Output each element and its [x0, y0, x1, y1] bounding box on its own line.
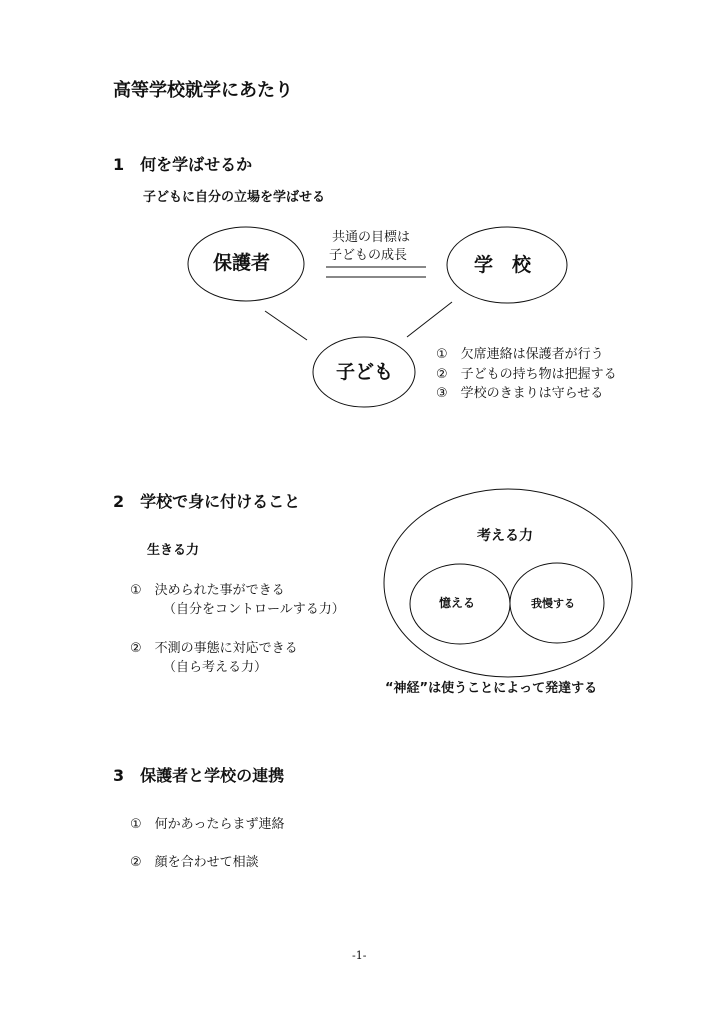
child-label: 子ども [336, 361, 394, 383]
page-number: -1- [352, 949, 367, 962]
page-title: 高等学校就学にあたり [113, 80, 293, 101]
cooperation-item: ① 何かあったらまず連絡 [130, 817, 285, 832]
thinking-power-circle [384, 489, 632, 677]
cooperation-item: ② 顔を合わせて相談 [130, 855, 259, 870]
rule-item: ② 子どもの持ち物は把握する [436, 367, 617, 382]
skill-item: ① 決められた事ができる [130, 583, 285, 598]
skill-item: ② 不測の事態に対応できる [130, 641, 298, 656]
endure-label: 我慢する [531, 597, 575, 610]
section2-heading: 2 学校で身に付けること [113, 492, 301, 511]
section1-subtitle: 子どもに自分の立場を学ばせる [143, 190, 326, 205]
rule-item: ③ 学校のきまりは守らせる [436, 386, 604, 401]
skill-item-note: （自分をコントロールする力） [163, 602, 345, 617]
rule-item: ① 欠席連絡は保護者が行う [436, 347, 604, 362]
skill-item-note: （自ら考える力） [163, 660, 268, 675]
nerve-caption: “神経”は使うことによって発達する [385, 681, 598, 696]
section1-heading: 1 何を学ばせるか [113, 155, 253, 174]
memorize-label: 憶える [439, 596, 476, 610]
school-label: 学 校 [474, 254, 532, 276]
section2-subheading: 生きる力 [147, 543, 200, 558]
school-child-connector [407, 302, 452, 337]
guardian-label: 保護者 [213, 252, 271, 274]
shared-goal-line2: 子どもの成長 [329, 248, 408, 263]
shared-goal-line1: 共通の目標は [332, 230, 411, 245]
thinking-power-label: 考える力 [477, 528, 533, 544]
guardian-child-connector [265, 311, 307, 340]
section3-heading: 3 保護者と学校の連携 [113, 766, 285, 785]
